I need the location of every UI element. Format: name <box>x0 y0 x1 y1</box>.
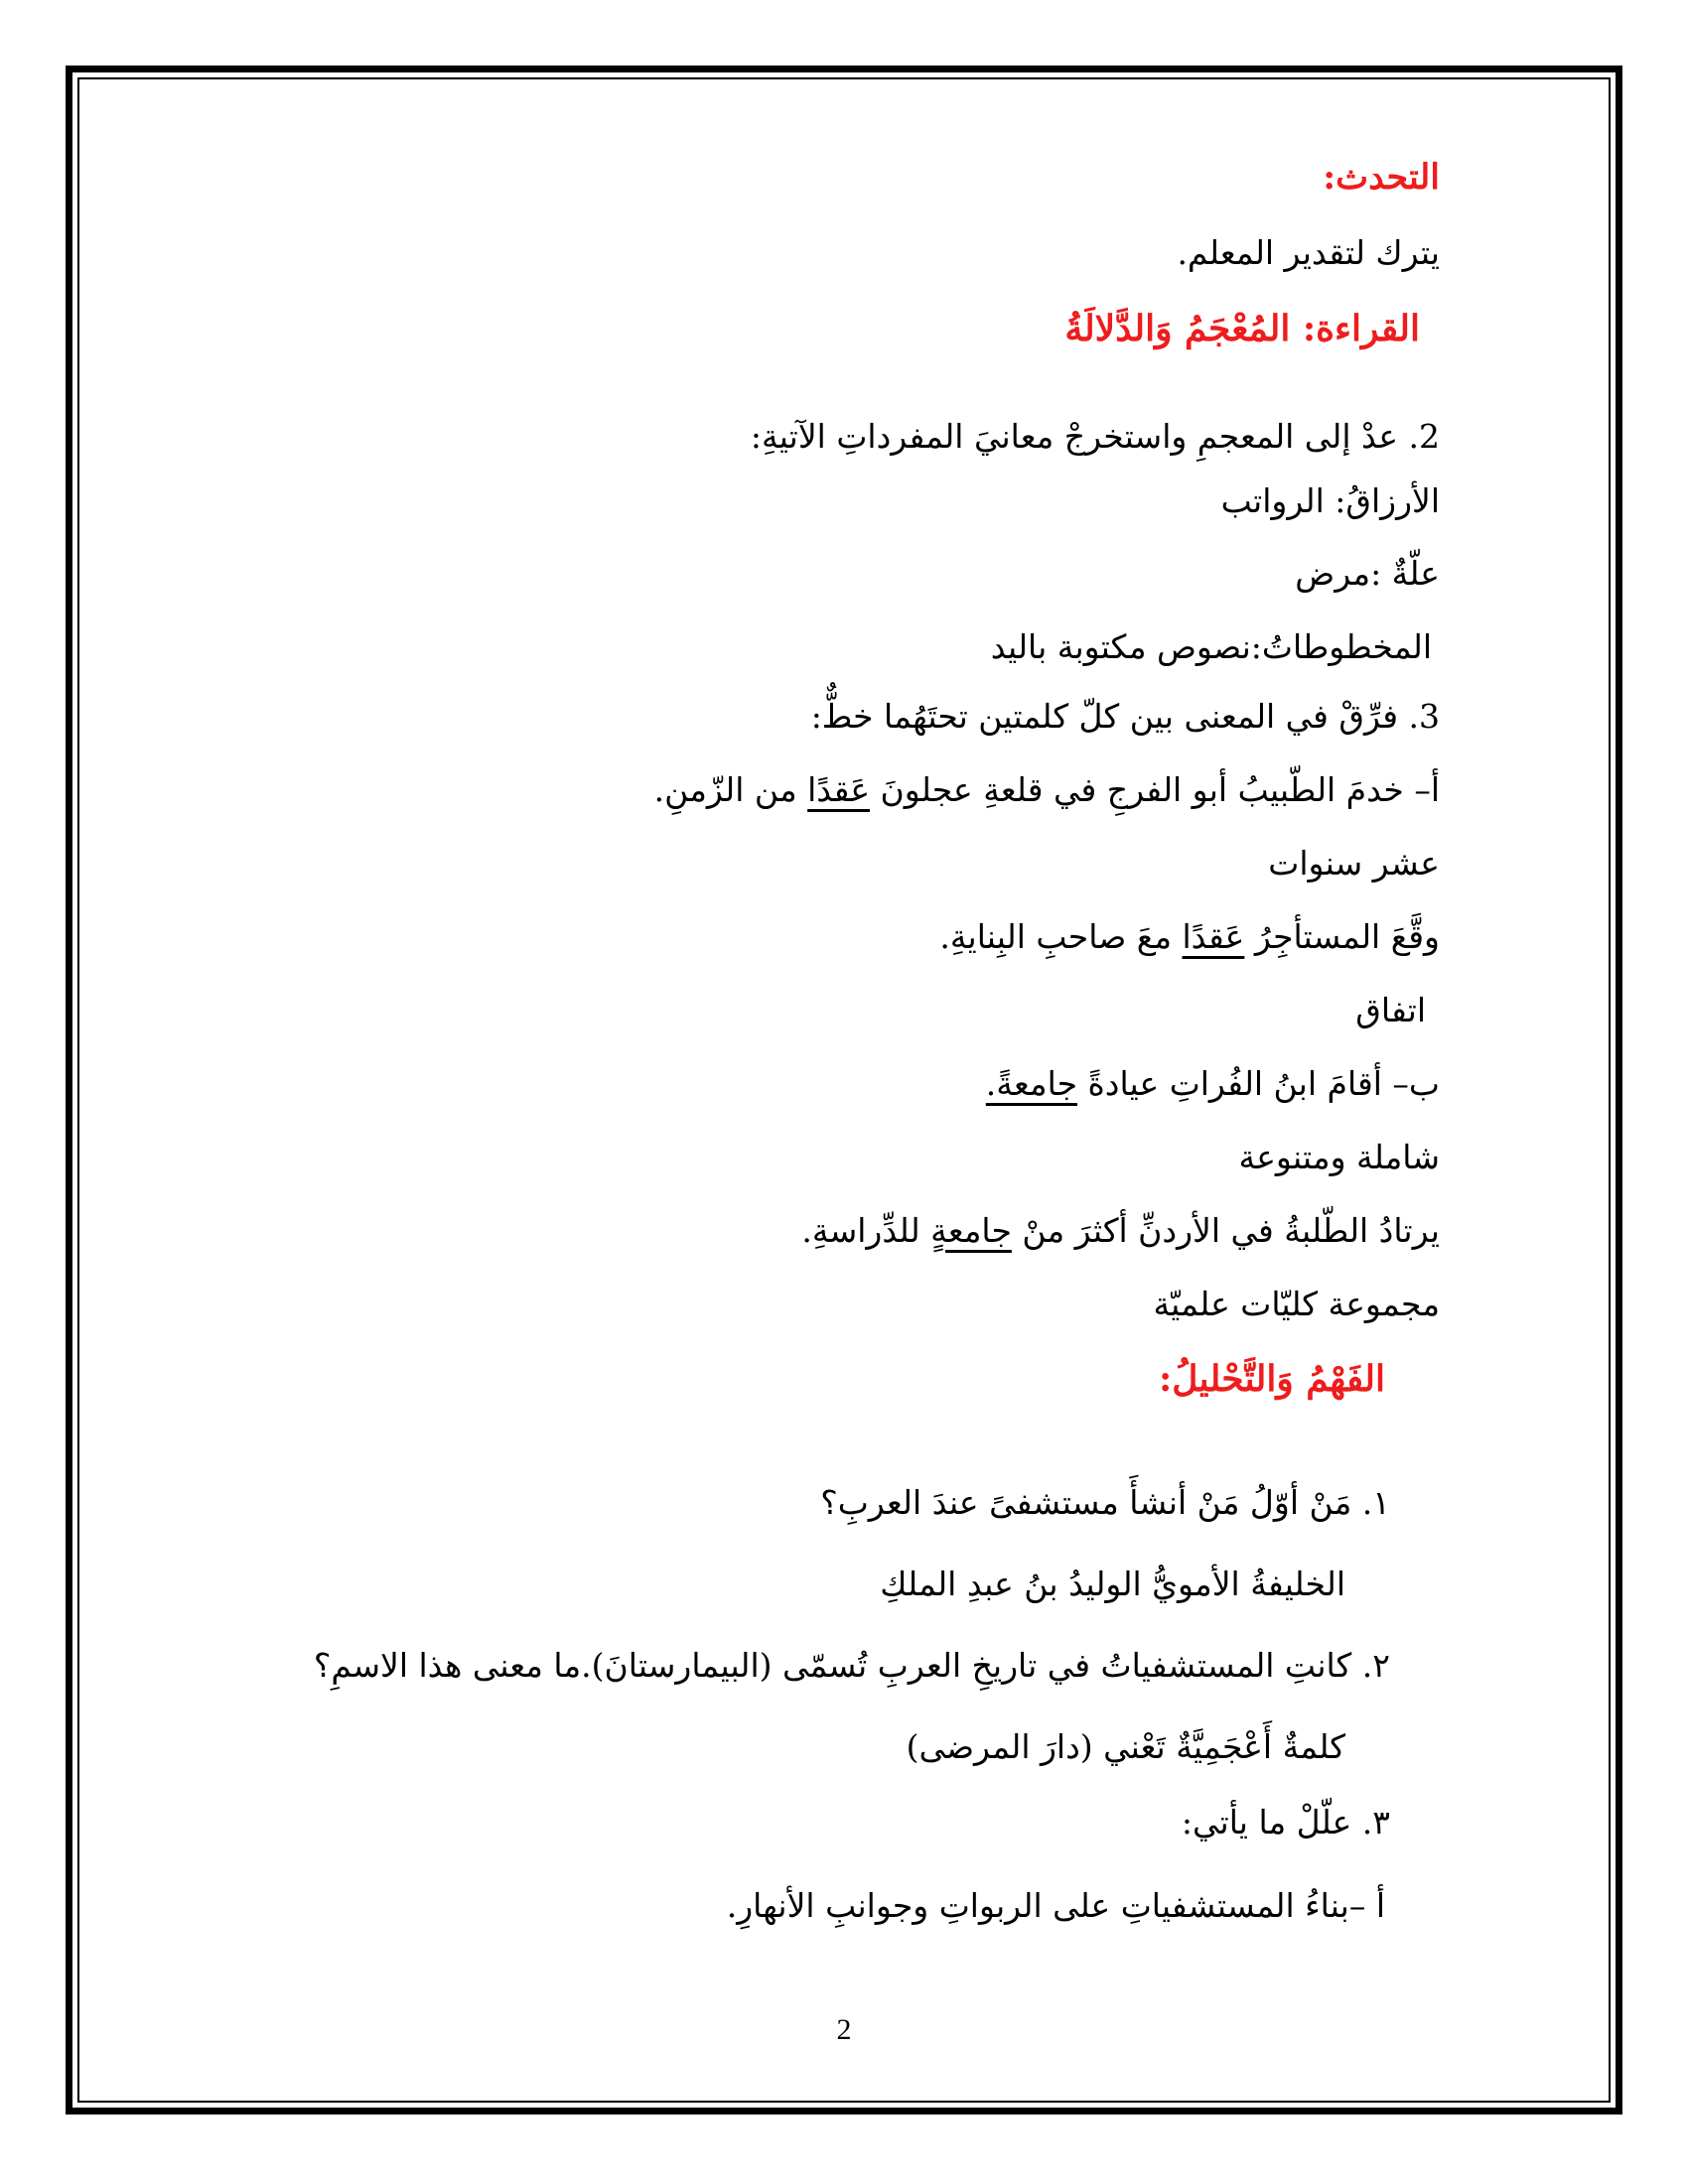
q3-b2-answer: مجموعة كليّات علميّة <box>1153 1285 1440 1323</box>
speaking-note: يترك لتقدير المعلم. <box>1177 233 1440 272</box>
comp-q1: ١. مَنْ أوّلُ مَنْ أنشأَ مستشفىً عندَ العربِ؟ <box>820 1483 1390 1522</box>
q3-a-answer: عشر سنوات <box>1268 844 1440 883</box>
comp-q2-answer: كلمةٌ أَعْجَمِيَّةٌ تَعْني (دارَ المرضى) <box>906 1727 1345 1766</box>
q3-a-underlined-word: عَقدًا <box>807 770 871 809</box>
comp-q2: ٢. كانتِ المستشفياتُ في تاريخِ العربِ تُسمّى (البيمارستانَ).ما معنى هذا الاسمِ؟ <box>313 1646 1390 1685</box>
q3-a2-sentence-start: وقَّعَ المستأجِرُ <box>1244 917 1440 956</box>
q3-title: 3. فرِّقْ في المعنى بين كلّ كلمتين تحتَهُما خطٌّ: <box>810 697 1440 736</box>
speaking-heading: التحدث: <box>1323 157 1440 198</box>
reading-heading: القراءة: المُعْجَمُ وَالدَّلالَةُ <box>1064 308 1420 349</box>
q3-a2-underlined-word: عَقدًا <box>1182 917 1245 956</box>
q3-a-sentence-end: من الزّمنِ. <box>653 770 808 809</box>
q3-b2-underlined-word: جامعةٍ <box>930 1211 1012 1250</box>
q3-a-sentence <box>654 770 1440 809</box>
comprehension-heading: الفَهْمُ وَالتَّحْليلُ: <box>1158 1358 1385 1400</box>
q3-b-sentence-start: ب– أقامَ ابنُ الفُراتِ عيادةً <box>1077 1064 1440 1103</box>
q3-b-underlined-word: جامعةً. <box>985 1064 1078 1103</box>
q2-item-1: الأرزاقُ: الرواتب <box>1220 481 1440 520</box>
q2-item-2: علّةٌ :مرض <box>1295 554 1440 593</box>
page-number: 2 <box>836 2013 852 2046</box>
q3-b2-sentence-start: يرتادُ الطّلبةُ في الأردنِّ أكثرَ منْ <box>1011 1211 1440 1250</box>
q2-item-3: المخطوطاتُ:نصوص مكتوبة باليد <box>990 627 1432 666</box>
q3-a2-answer: اتفاق <box>1355 991 1426 1029</box>
q2-title: 2. عدْ إلى المعجمِ واستخرجْ معانيَ المفرداتِ الآتيةِ: <box>750 417 1440 456</box>
q3-a2-sentence <box>939 917 1440 956</box>
q3-b-answer: شاملة ومتنوعة <box>1238 1138 1440 1176</box>
q3-a2-sentence-end: معَ صاحبِ البِنايةِ. <box>939 917 1183 956</box>
q3-b-sentence <box>986 1064 1440 1103</box>
q3-a-sentence-start: أ– خدمَ الطّبيبُ أبو الفرجِ في قلعةِ عجلونَ <box>870 770 1440 809</box>
comp-q3: ٣. علّلْ ما يأتي: <box>1181 1803 1390 1842</box>
q3-b2-sentence <box>801 1211 1440 1250</box>
q3-b2-sentence-end: للدِّراسةِ. <box>801 1211 931 1250</box>
comp-q1-answer: الخليفةُ الأمويُّ الوليدُ بنُ عبدِ الملكِ <box>880 1565 1345 1603</box>
comp-q3-a: أ –بناءُ المستشفياتِ على الربواتِ وجوانبِ الأنهارِ. <box>726 1886 1385 1925</box>
